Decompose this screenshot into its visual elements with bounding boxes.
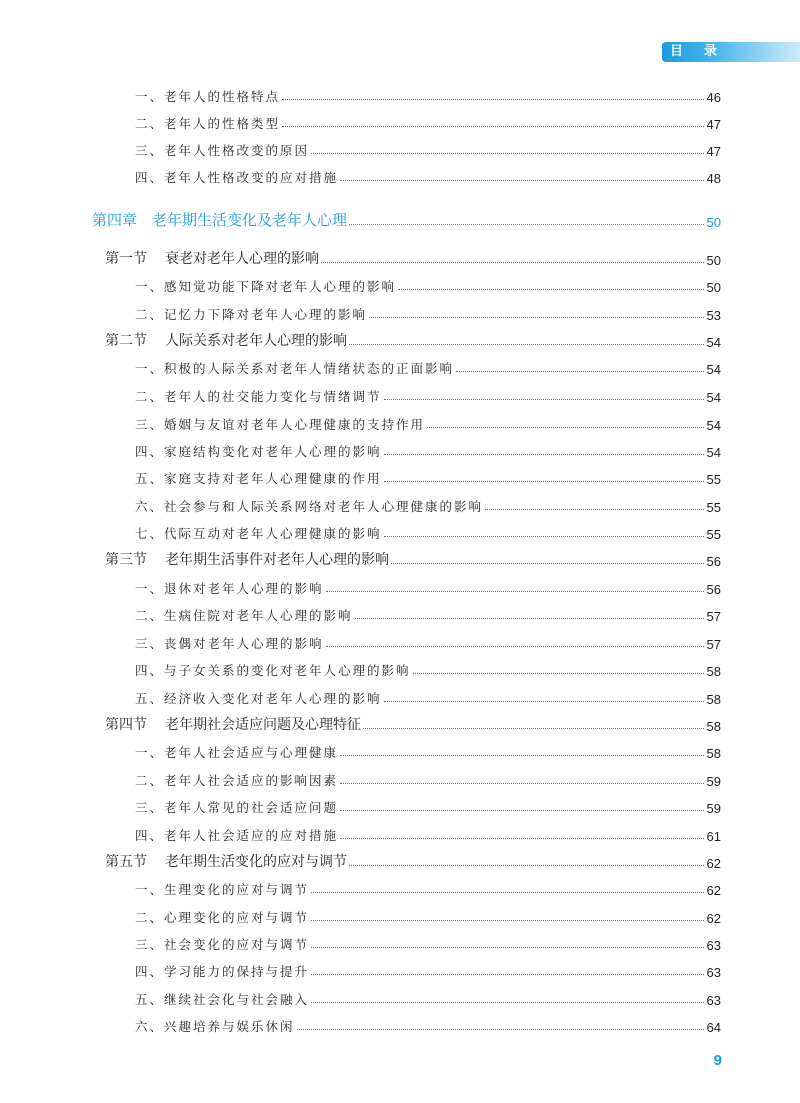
toc-title <box>135 277 396 295</box>
dot-leader <box>456 371 704 372</box>
dot-leader <box>311 974 704 975</box>
dot-leader <box>384 536 704 537</box>
toc-title <box>92 209 347 230</box>
toc-title <box>135 524 382 542</box>
toc-title-text: 衰老对老年人心理的影响 <box>165 251 319 267</box>
toc-item[interactable] <box>135 467 721 487</box>
toc-title-text: 四、学习能力的保持与提升 <box>135 964 310 979</box>
dot-leader <box>391 563 704 564</box>
toc-title <box>135 990 309 1008</box>
toc-title <box>135 87 280 105</box>
toc-title <box>135 141 309 159</box>
toc-item[interactable] <box>135 1015 721 1035</box>
toc-title-text: 老年期生活事件对老年人心理的影响 <box>165 552 389 568</box>
toc-page-number: 58 <box>706 692 721 707</box>
toc-title-text: 三、婚姻与友谊对老年人心理健康的支持作用 <box>135 417 426 432</box>
toc-item[interactable] <box>135 824 721 844</box>
toc-item[interactable] <box>135 769 721 789</box>
toc-title <box>135 469 382 487</box>
dot-leader <box>340 180 704 181</box>
header-tab <box>662 42 800 62</box>
dot-leader <box>311 1002 704 1003</box>
dot-leader <box>384 399 704 400</box>
toc-item[interactable] <box>135 385 721 405</box>
dot-leader <box>340 783 704 784</box>
toc-item[interactable] <box>135 933 721 953</box>
toc-item[interactable] <box>135 303 721 323</box>
dot-leader <box>363 728 704 729</box>
toc-title <box>135 442 382 460</box>
toc-title-text: 人际关系对老年人心理的影响 <box>165 333 347 349</box>
toc-item[interactable] <box>135 112 721 132</box>
toc-page-number: 62 <box>706 911 721 926</box>
toc-title <box>135 415 425 433</box>
toc-title-text: 一、生理变化的应对与调节 <box>135 882 310 897</box>
toc-page-number: 58 <box>706 719 721 734</box>
toc-title <box>135 826 338 844</box>
toc-page-number: 55 <box>706 472 721 487</box>
header-label: 目录 <box>670 44 739 59</box>
toc-page-number: 46 <box>706 90 721 105</box>
toc-title <box>135 606 353 624</box>
toc-page-number: 62 <box>706 856 721 871</box>
toc-page-number: 54 <box>706 335 721 350</box>
toc-page-number: 55 <box>706 527 721 542</box>
dot-leader <box>413 673 704 674</box>
toc-title-text: 三、老年人性格改变的原因 <box>135 143 310 158</box>
toc-page-number: 59 <box>706 774 721 789</box>
toc-title <box>105 330 347 350</box>
toc-title-text: 二、生病住院对老年人心理的影响 <box>135 608 353 623</box>
toc-page-number: 54 <box>706 445 721 460</box>
toc-title <box>135 579 324 597</box>
toc-title <box>135 497 483 515</box>
dot-leader <box>427 427 704 428</box>
toc-title <box>135 1017 295 1035</box>
toc-title <box>105 549 389 569</box>
toc-item[interactable] <box>135 413 721 433</box>
toc-title-text: 一、老年人的性格特点 <box>135 89 281 104</box>
toc-page-number: 58 <box>706 746 721 761</box>
dot-leader <box>311 920 704 921</box>
toc-number: 第一节 <box>105 251 147 267</box>
toc-item[interactable] <box>135 796 721 816</box>
toc-item[interactable] <box>135 357 721 377</box>
toc-title-text: 一、老年人社会适应与心理健康 <box>135 745 339 760</box>
dot-leader <box>297 1029 704 1030</box>
toc-title-text: 二、老年人的性格类型 <box>135 116 281 131</box>
dot-leader <box>384 701 704 702</box>
toc-title-text: 一、退休对老年人心理的影响 <box>135 581 324 596</box>
dot-leader <box>349 865 704 866</box>
toc-title <box>135 798 338 816</box>
toc-page-number: 62 <box>706 883 721 898</box>
dot-leader <box>340 810 704 811</box>
toc-title-text: 二、老年人社会适应的影响因素 <box>135 773 339 788</box>
dot-leader <box>321 262 704 263</box>
toc-item[interactable] <box>135 632 721 652</box>
toc-page-number: 53 <box>706 308 721 323</box>
toc-number: 第四节 <box>105 717 147 733</box>
toc-title <box>105 851 347 871</box>
toc-item[interactable] <box>135 878 721 898</box>
toc-item[interactable] <box>135 687 721 707</box>
toc-page-number: 48 <box>706 171 721 186</box>
toc-title <box>135 661 411 679</box>
toc-page-number: 63 <box>706 965 721 980</box>
toc-item[interactable] <box>135 604 721 624</box>
toc-item[interactable] <box>135 577 721 597</box>
toc-number: 第三节 <box>105 552 147 568</box>
toc-item[interactable] <box>135 275 721 295</box>
toc-page-number: 57 <box>706 609 721 624</box>
dot-leader <box>326 591 704 592</box>
dot-leader <box>282 99 704 100</box>
page-number: 9 <box>713 1052 722 1069</box>
toc-title-text: 二、心理变化的应对与调节 <box>135 910 310 925</box>
toc-title <box>135 305 367 323</box>
toc-page-number: 47 <box>706 144 721 159</box>
dot-leader <box>485 509 704 510</box>
toc-item[interactable] <box>135 522 721 542</box>
toc-page-number: 58 <box>706 664 721 679</box>
toc-page-number: 50 <box>706 253 721 268</box>
toc-title <box>135 880 309 898</box>
dot-leader <box>398 289 704 290</box>
toc-title-text: 四、老年人社会适应的应对措施 <box>135 828 339 843</box>
toc-title-text: 五、继续社会化与社会融入 <box>135 992 310 1007</box>
toc-title-text: 五、家庭支持对老年人心理健康的作用 <box>135 471 382 486</box>
toc-page-number: 54 <box>706 362 721 377</box>
toc-item[interactable] <box>135 988 721 1008</box>
toc-title-text: 二、记忆力下降对老年人心理的影响 <box>135 307 368 322</box>
toc-page-number: 59 <box>706 801 721 816</box>
toc-title-text: 一、积极的人际关系对老年人情绪状态的正面影响 <box>135 361 455 376</box>
toc-title <box>135 359 454 377</box>
toc-page-number: 64 <box>706 1020 721 1035</box>
toc-section[interactable] <box>105 714 721 734</box>
toc-section[interactable] <box>105 330 721 350</box>
dot-leader <box>326 646 704 647</box>
toc-title <box>135 114 280 132</box>
dot-leader <box>340 838 704 839</box>
toc-item[interactable] <box>135 440 721 460</box>
toc-title-text: 六、兴趣培养与娱乐休闲 <box>135 1019 295 1034</box>
toc-section[interactable] <box>105 851 721 871</box>
toc-page-number: 63 <box>706 938 721 953</box>
toc-item[interactable] <box>135 139 721 159</box>
toc-item[interactable] <box>135 659 721 679</box>
toc-title-text: 七、代际互动对老年人心理健康的影响 <box>135 526 382 541</box>
toc-chapter[interactable] <box>92 210 721 230</box>
toc-title-text: 四、家庭结构变化对老年人心理的影响 <box>135 444 382 459</box>
toc-item[interactable] <box>135 166 721 186</box>
toc-title <box>135 689 382 707</box>
toc-page-number: 54 <box>706 418 721 433</box>
toc-number: 第四章 <box>92 211 138 229</box>
toc-item[interactable] <box>135 495 721 515</box>
dot-leader <box>384 481 704 482</box>
toc-title <box>135 743 338 761</box>
toc-page-number: 54 <box>706 390 721 405</box>
toc-page-number: 50 <box>706 215 721 230</box>
dot-leader <box>311 153 704 154</box>
toc-page-number: 63 <box>706 993 721 1008</box>
dot-leader <box>349 224 704 225</box>
toc-page-number: 61 <box>706 829 721 844</box>
toc-number: 第五节 <box>105 854 147 870</box>
toc-title <box>135 935 309 953</box>
toc-title-text: 三、社会变化的应对与调节 <box>135 937 310 952</box>
toc-item[interactable] <box>135 85 721 105</box>
toc-title <box>135 387 382 405</box>
dot-leader <box>311 947 704 948</box>
toc-title <box>135 168 338 186</box>
toc-title-text: 二、老年人的社交能力变化与情绪调节 <box>135 389 382 404</box>
toc-page-number: 57 <box>706 637 721 652</box>
toc-page-number: 56 <box>706 554 721 569</box>
toc-section[interactable] <box>105 549 721 569</box>
toc-page-number: 50 <box>706 280 721 295</box>
dot-leader <box>282 126 704 127</box>
toc-title-text: 四、与子女关系的变化对老年人心理的影响 <box>135 663 411 678</box>
toc-section[interactable] <box>105 248 721 268</box>
toc-item[interactable] <box>135 741 721 761</box>
toc-title-text: 一、感知觉功能下降对老年人心理的影响 <box>135 279 397 294</box>
toc-title-text: 四、老年人性格改变的应对措施 <box>135 170 339 185</box>
dot-leader <box>340 755 704 756</box>
toc-title-text: 三、丧偶对老年人心理的影响 <box>135 636 324 651</box>
toc-title <box>135 908 309 926</box>
toc-title <box>135 771 338 789</box>
toc-title <box>105 714 361 734</box>
dot-leader <box>311 892 704 893</box>
toc-item[interactable] <box>135 960 721 980</box>
toc-title-text: 老年期生活变化的应对与调节 <box>165 854 347 870</box>
toc-page-number: 56 <box>706 582 721 597</box>
toc-title <box>105 248 319 268</box>
toc-number: 第二节 <box>105 333 147 349</box>
toc-title-text: 三、老年人常见的社会适应问题 <box>135 800 339 815</box>
dot-leader <box>369 317 704 318</box>
dot-leader <box>349 344 704 345</box>
toc-title-text: 五、经济收入变化对老年人心理的影响 <box>135 691 382 706</box>
toc-title <box>135 634 324 652</box>
toc-title-text: 老年期生活变化及老年人心理 <box>152 211 348 229</box>
toc-title <box>135 962 309 980</box>
dot-leader <box>355 618 704 619</box>
toc-title-text: 老年期社会适应问题及心理特征 <box>165 717 361 733</box>
toc-title-text: 六、社会参与和人际关系网络对老年人心理健康的影响 <box>135 499 484 514</box>
toc-page-number: 47 <box>706 117 721 132</box>
dot-leader <box>384 454 704 455</box>
toc-item[interactable] <box>135 906 721 926</box>
toc-page-number: 55 <box>706 500 721 515</box>
